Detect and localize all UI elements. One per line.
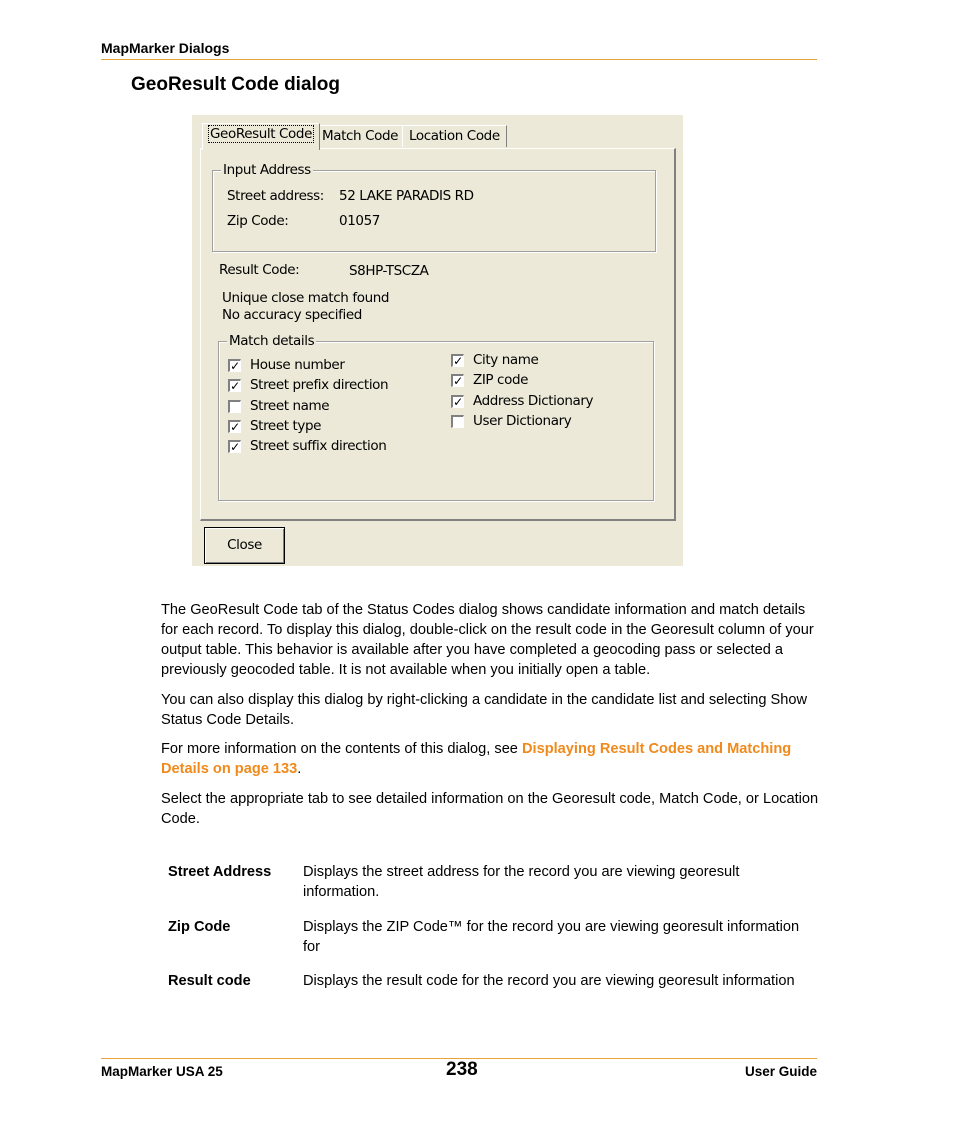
paragraph-2: You can also display this dialog by right-clicking a candidate in the candidate list and selecting Show Status Code Details. bbox=[161, 692, 808, 728]
match-left-checkbox-label-3: Street type bbox=[250, 417, 322, 434]
match-right-checkbox-2[interactable]: ✓ bbox=[451, 395, 464, 408]
tab-georesult-code[interactable]: GeoResult Code bbox=[202, 123, 320, 150]
result-code-value: S8HP-TSCZA bbox=[349, 263, 429, 279]
footer-guide: User Guide bbox=[744, 1064, 817, 1079]
match-left-checkbox-0[interactable]: ✓ bbox=[228, 359, 241, 372]
match-right-checkbox-label-1: ZIP code bbox=[473, 372, 529, 389]
match-left-checkbox-1[interactable]: ✓ bbox=[228, 379, 241, 392]
result-code-label: Result Code: bbox=[219, 262, 300, 278]
match-right-checkbox-1[interactable]: ✓ bbox=[451, 374, 464, 387]
cross-reference-link[interactable]: Displaying Result Codes and Matching Details on page 133 bbox=[161, 741, 792, 777]
match-right-checkbox-label-3: User Dictionary bbox=[473, 412, 572, 429]
status-line-2: No accuracy specified bbox=[222, 307, 362, 323]
match-left-checkbox-label-0: House number bbox=[250, 357, 345, 373]
match-left-checkbox-2[interactable] bbox=[228, 400, 241, 413]
match-left-checkbox-label-4: Street suffix direction bbox=[250, 438, 387, 455]
street-address-label: Street address: bbox=[227, 188, 324, 204]
status-line-1: Unique close match found bbox=[222, 290, 390, 306]
match-left-checkbox-label-1: Street prefix direction bbox=[250, 377, 389, 394]
match-right-checkbox-3[interactable] bbox=[451, 415, 464, 428]
input-address-legend: Input Address bbox=[223, 162, 311, 178]
tab-panel bbox=[200, 148, 676, 521]
match-right-checkbox-label-2: Address Dictionary bbox=[473, 392, 594, 409]
match-left-checkbox-label-2: Street name bbox=[250, 397, 330, 414]
paragraph-4: Select the appropriate tab to see detailed information on the Georesult code, Match Code, or Location Code. bbox=[161, 791, 819, 827]
input-address-group bbox=[212, 162, 656, 252]
tab-match-code[interactable]: Match Code bbox=[315, 125, 405, 147]
georesult-dialog-screenshot bbox=[192, 115, 683, 566]
close-button[interactable]: Close bbox=[204, 527, 285, 564]
page-number: 238 bbox=[446, 1059, 478, 1080]
street-address-value: 52 LAKE PARADIS RD bbox=[339, 188, 474, 204]
match-right-checkbox-label-0: City name bbox=[473, 352, 539, 368]
zip-code-label: Zip Code: bbox=[227, 213, 289, 229]
match-right-checkbox-0[interactable]: ✓ bbox=[451, 354, 464, 367]
match-details-legend: Match details bbox=[229, 333, 315, 349]
match-left-checkbox-4[interactable]: ✓ bbox=[228, 440, 241, 453]
def-desc-result-code: Displays the result code for the record you are viewing georesult information bbox=[303, 973, 795, 989]
paragraph-3: For more information on the contents of this dialog, see Displaying Result Codes and Matching Details on page 133. bbox=[161, 741, 792, 777]
header-rule bbox=[101, 59, 817, 60]
tab-location-code[interactable]: Location Code bbox=[402, 125, 507, 147]
def-desc-street-address: Displays the street address for the record you are viewing georesult information. bbox=[303, 864, 740, 900]
zip-code-value: 01057 bbox=[339, 213, 380, 229]
def-term-street-address: Street Address bbox=[168, 864, 272, 880]
def-term-zip-code: Zip Code bbox=[168, 919, 231, 935]
section-heading: GeoResult Code dialog bbox=[131, 74, 341, 95]
match-left-checkbox-3[interactable]: ✓ bbox=[228, 420, 241, 433]
def-term-result-code: Result code bbox=[168, 973, 251, 989]
paragraph-1: The GeoResult Code tab of the Status Codes dialog shows candidate information and match details for each record. To display this dialog, double-click on the result code in the Georesult column of your output table. This behavior is available after you have completed a geocoding pass or selected a previously geocoded table. It is not available when you initially open a table. bbox=[161, 602, 814, 678]
def-desc-zip-code: Displays the ZIP Code™ for the record you are viewing georesult information for bbox=[303, 919, 800, 955]
footer-product: MapMarker USA 25 bbox=[101, 1064, 223, 1079]
running-header: MapMarker Dialogs bbox=[101, 40, 230, 56]
